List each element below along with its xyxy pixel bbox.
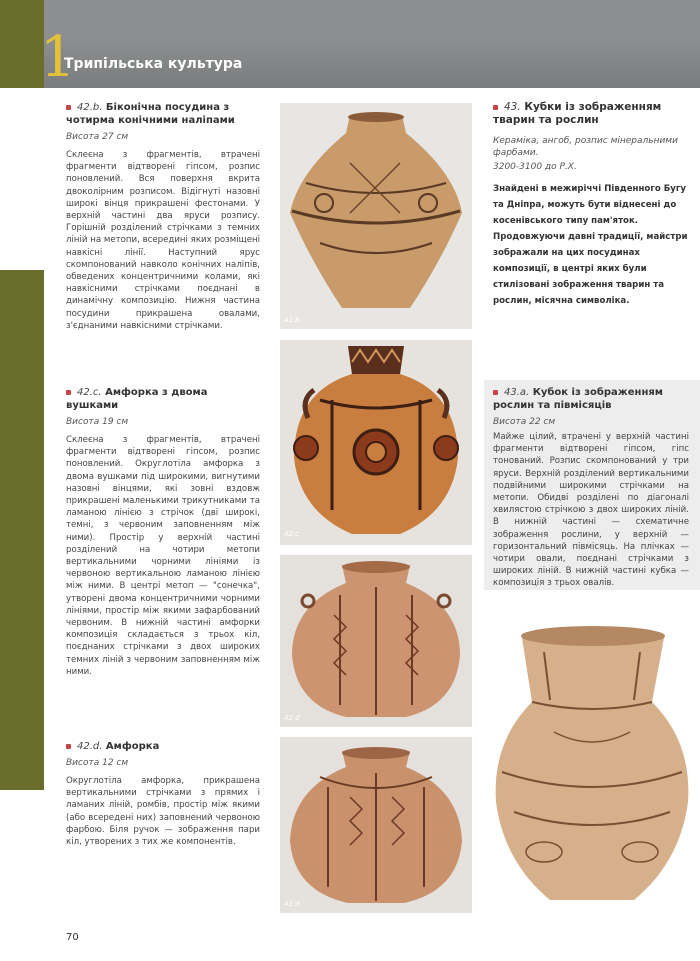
photo-43a [484, 612, 700, 912]
biconical-vessel-image [280, 103, 472, 329]
photo-42d-second [280, 737, 472, 913]
bullet-icon [66, 744, 71, 749]
item-heading: 42.d. Амфорка [66, 740, 260, 753]
photo-42b [280, 103, 472, 329]
item-43a [493, 386, 689, 590]
item-title: Кубки із зображенням тварин та рослин [493, 101, 662, 126]
photo-caption: 43.a [672, 898, 688, 906]
header-bar [44, 0, 700, 88]
item-heading: 42.b. Біконічна посудина з чотирма конічними наліпами [66, 102, 235, 126]
goblet-image [484, 612, 700, 912]
item-text: Склеєна з фрагментів, втрачені фрагменти відтворені гіпсом, розпис поновлений. Округлотіла амфорка з двома вушками під широкими, вигнутими назовні вінцями, які зовні вздовж прикрашені маленькими трикутниками та ламаною лінією з стрічок (дві широкі, темні, з червоним заповненням між ними). Простір у верхній частині розділений на чотири метопи вертикальними чорними лініями із червоною вертикальною ламаною лінією між ними. В центрі метоп — "сонечка", утворені двома концентричними чорними лініями, простір між якими зафарбований червоним. В нижній частині амфорки композиція складається з трьох кіл, поєднаних стрічками з двох широких темних ліній з червоним заповненням між ними. [66, 435, 260, 677]
side-accent-bottom [0, 270, 44, 790]
bullet-icon [66, 390, 71, 395]
item-title: Амфорка з двома вушками [66, 387, 208, 411]
item-heading: 42.c. Амфорка з двома вушками [66, 387, 208, 411]
item-size: Висота 12 см [66, 758, 129, 768]
item-42c [66, 386, 260, 678]
bullet-icon [493, 390, 498, 395]
bullet-icon [66, 105, 71, 110]
photo-42c [280, 340, 472, 545]
page-number: 70 [66, 932, 79, 943]
side-accent-top [0, 0, 44, 88]
amphora-image [280, 737, 472, 913]
chapter-title: Трипільська культура [64, 56, 243, 72]
photo-caption: 42.b [284, 316, 300, 324]
item-43 [493, 101, 689, 309]
bullet-icon [493, 105, 498, 110]
amphora-image [280, 555, 472, 727]
item-size: Висота 22 см [493, 417, 556, 427]
item-title: Амфорка [105, 741, 160, 752]
item-42d [66, 740, 260, 848]
photo-caption: 42.d [284, 900, 300, 908]
item-text: Знайдені в межиріччі Південного Бугу та Дніпра, можуть бути віднесені до косенівського типу пам'яток. Продовжуючи давні традиції, майстри зображали на цих посудинах композиції, в центрі яких були стилізовані зображення тварин та рослин, місячна символіка. [493, 184, 688, 306]
item-42b [66, 101, 260, 332]
item-date: 3200-3100 до Р.Х. [493, 162, 577, 172]
item-text: Майже цілий, втрачені у верхній частині фрагменти відтворені гіпсом, гіпс тонований. Розпис скомпонований у три яруси. Верхній розділений вертикальними подвійними широкими стрічками на метопи. Обидві розділені по діагоналі хвилястою стрічкою з двох широких ліній. В нижній частині — схематичне зображення рослини, у верхній — горизонтальний півмісяць. На плічках — чотири овали, поєднані стрічками з широких ліній. В нижній частині кубка — композиція з трьох овалів. [493, 432, 689, 589]
item-heading: 43.a. Кубок із зображенням рослин та півмісяців [493, 387, 663, 411]
item-heading: 43. Кубки із зображенням тварин та рослин [493, 101, 662, 126]
photo-caption: 42.c [284, 530, 299, 538]
chapter-number: 1 [40, 25, 76, 90]
item-title: Кубок із зображенням рослин та півмісяців [493, 387, 663, 411]
item-size: Висота 19 см [66, 417, 129, 427]
item-title: Біконічна посудина з чотирма конічними наліпами [66, 102, 235, 126]
photo-42d-first [280, 555, 472, 727]
amphora-two-handles-image [280, 340, 472, 545]
photo-caption: 42.d [284, 714, 300, 722]
item-size: Висота 27 см [66, 132, 129, 142]
item-text: Склеєна з фрагментів, втрачені фрагменти відтворені гіпсом, розпис поновлений. Вся поверхня вкрита двоколірним розписом. Відігнуті назовні широкі вінця прикрашені фестонами. У верхній частині два яруси розпису. Горішній розділений стрічками з темних ліній на метопи, всередині яких розміщені навкісні лінії. Наступний ярус скомпонований навколо конічних наліпів, обведених концентричними колами, які навкісними стрічками поєднані в динамічну композицію. Нижня частина посудини прикрашена овалами, з'єднаними навкісними стрічками. [66, 150, 260, 331]
item-material: Кераміка, ангоб, розпис мінеральними фарбами. [493, 136, 678, 158]
item-text: Округлотіла амфорка, прикрашена вертикальними стрічками з прямих і ламаних ліній, ромбів, простір між якими (або всередені них) заповнений червоною фарбою. Біля ручок — зображення пари кіл, утворених з тих же компонентів. [66, 776, 260, 848]
